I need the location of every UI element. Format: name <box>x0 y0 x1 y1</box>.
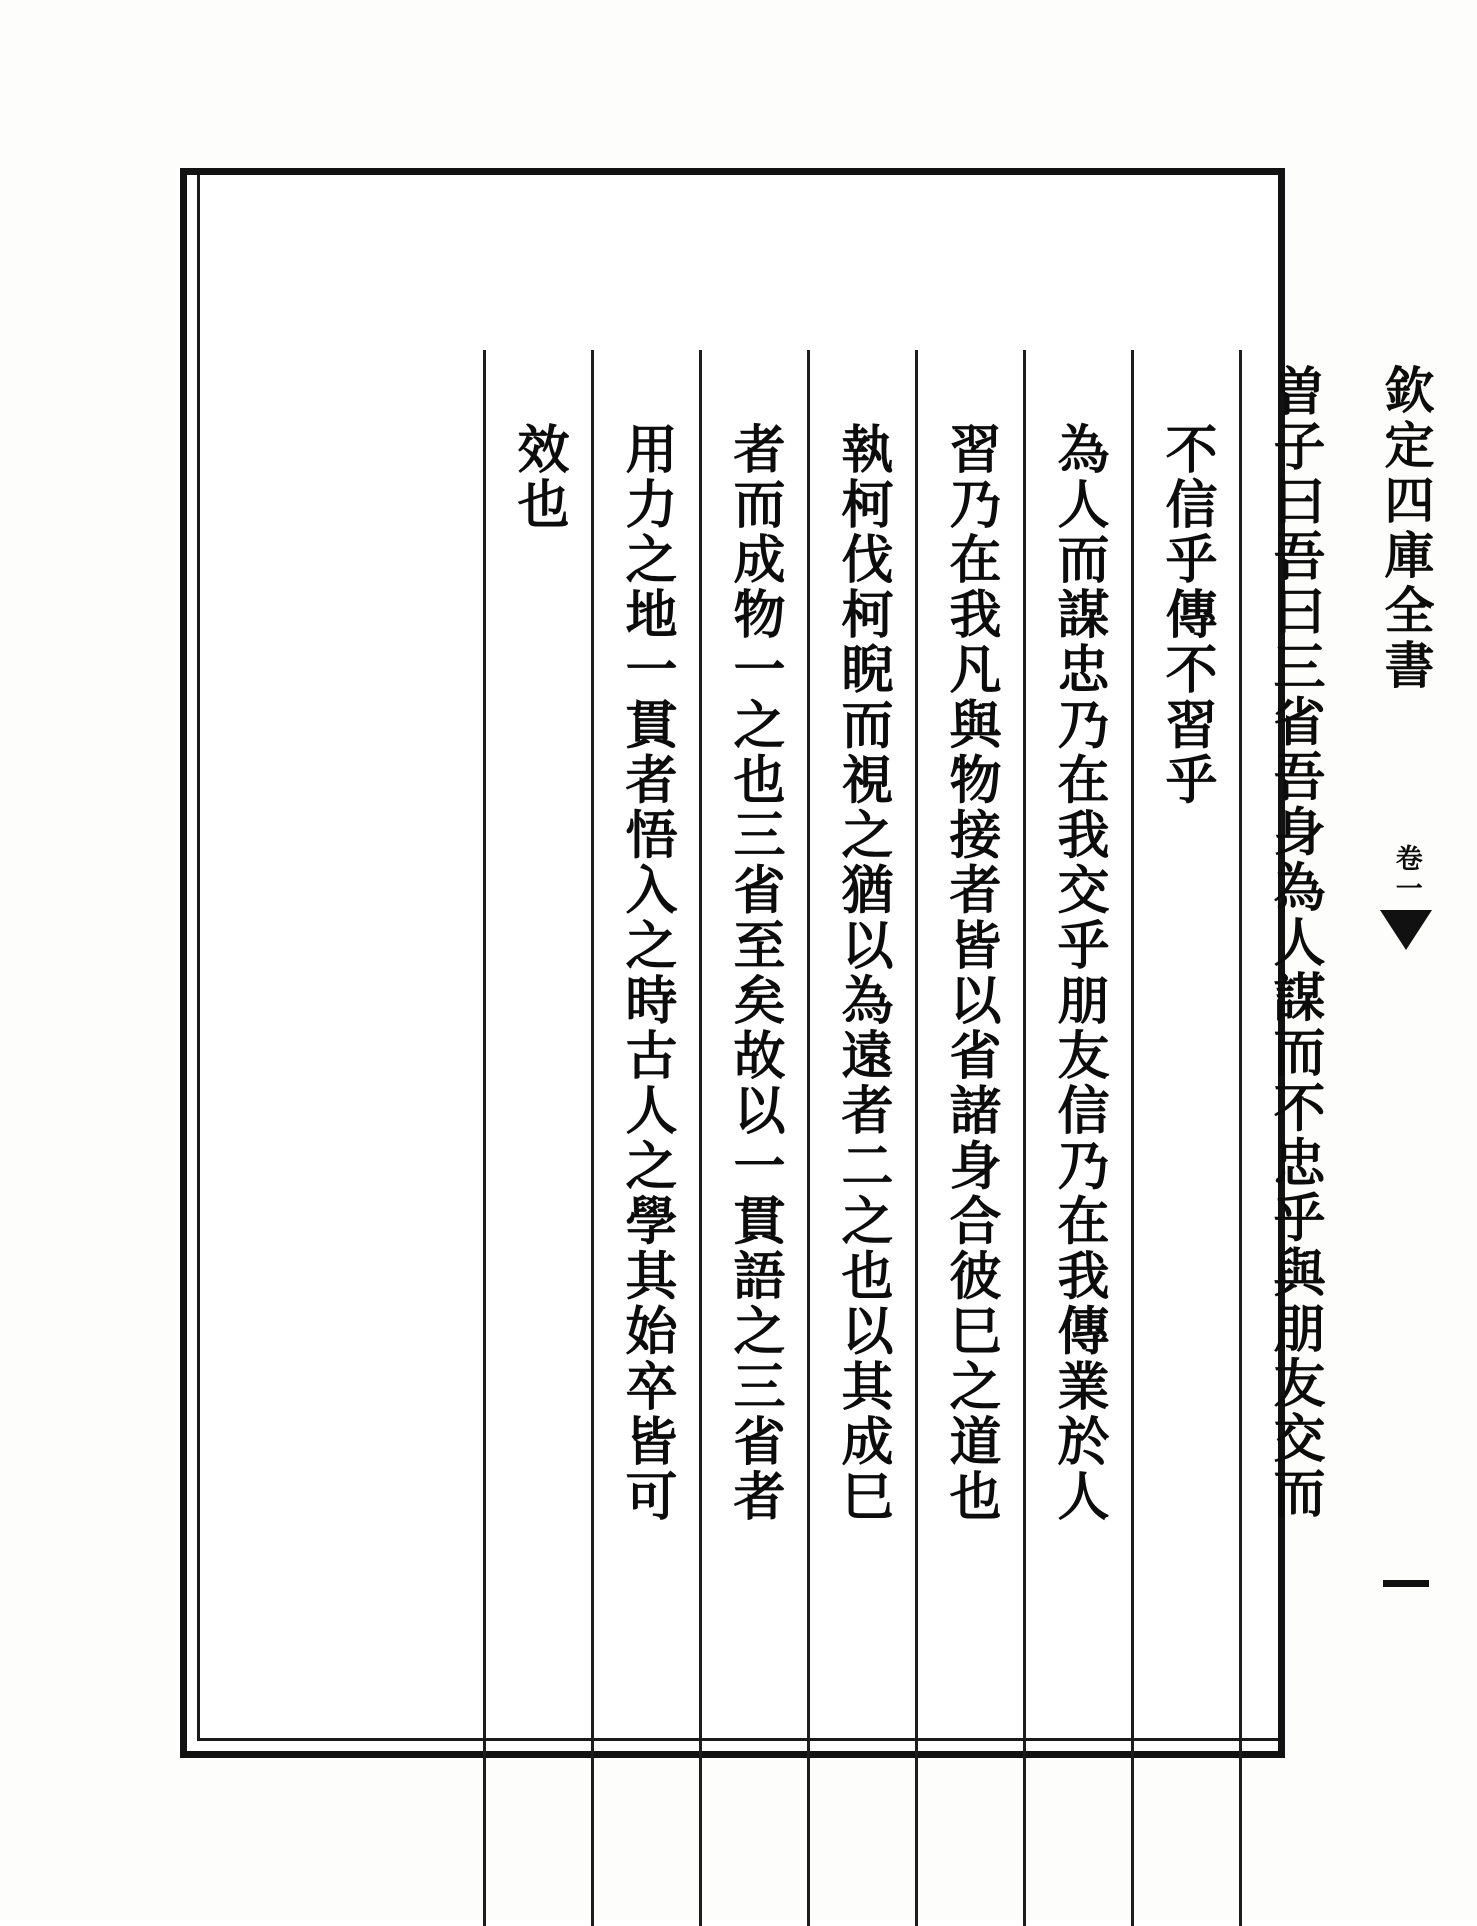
column-1 <box>1239 350 1347 1926</box>
column-header <box>1347 350 1465 1926</box>
column-8 <box>483 350 591 1926</box>
column-7 <box>591 350 699 1926</box>
column-4 <box>915 350 1023 1926</box>
column-text: 不信乎傳不習乎 <box>1156 422 1218 808</box>
column-text: 習乃在我凡與物接者皆以省諸身合彼巳之道也 <box>940 422 1002 1525</box>
volume-label: 卷一 <box>1390 844 1422 905</box>
woodblock-frame <box>180 168 1436 1758</box>
text-columns <box>374 350 1465 1926</box>
column-text: 曽子曰吾曰三省吾身為人謀而不忠乎與朋友交而 <box>1264 364 1326 1522</box>
column-text: 效也 <box>508 422 570 533</box>
column-3 <box>1023 350 1131 1926</box>
column-text: 者而成物一之也三省至矣故以一貫語之三省者 <box>724 422 786 1525</box>
column-5 <box>807 350 915 1926</box>
column-text: 用力之地一貫者悟入之時古人之學其始卒皆可 <box>616 422 678 1525</box>
center-fold-mark <box>1383 1580 1429 1587</box>
column-text: 為人而謀忠乃在我交乎朋友信乃在我傳業於人 <box>1048 422 1110 1525</box>
book-title: 欽定四庫全書 <box>1376 364 1436 694</box>
column-6 <box>699 350 807 1926</box>
column-text: 執柯伐柯睨而視之猶以為遠者二之也以其成巳 <box>832 422 894 1525</box>
column-2 <box>1131 350 1239 1926</box>
fish-tail-mark <box>1380 910 1432 950</box>
